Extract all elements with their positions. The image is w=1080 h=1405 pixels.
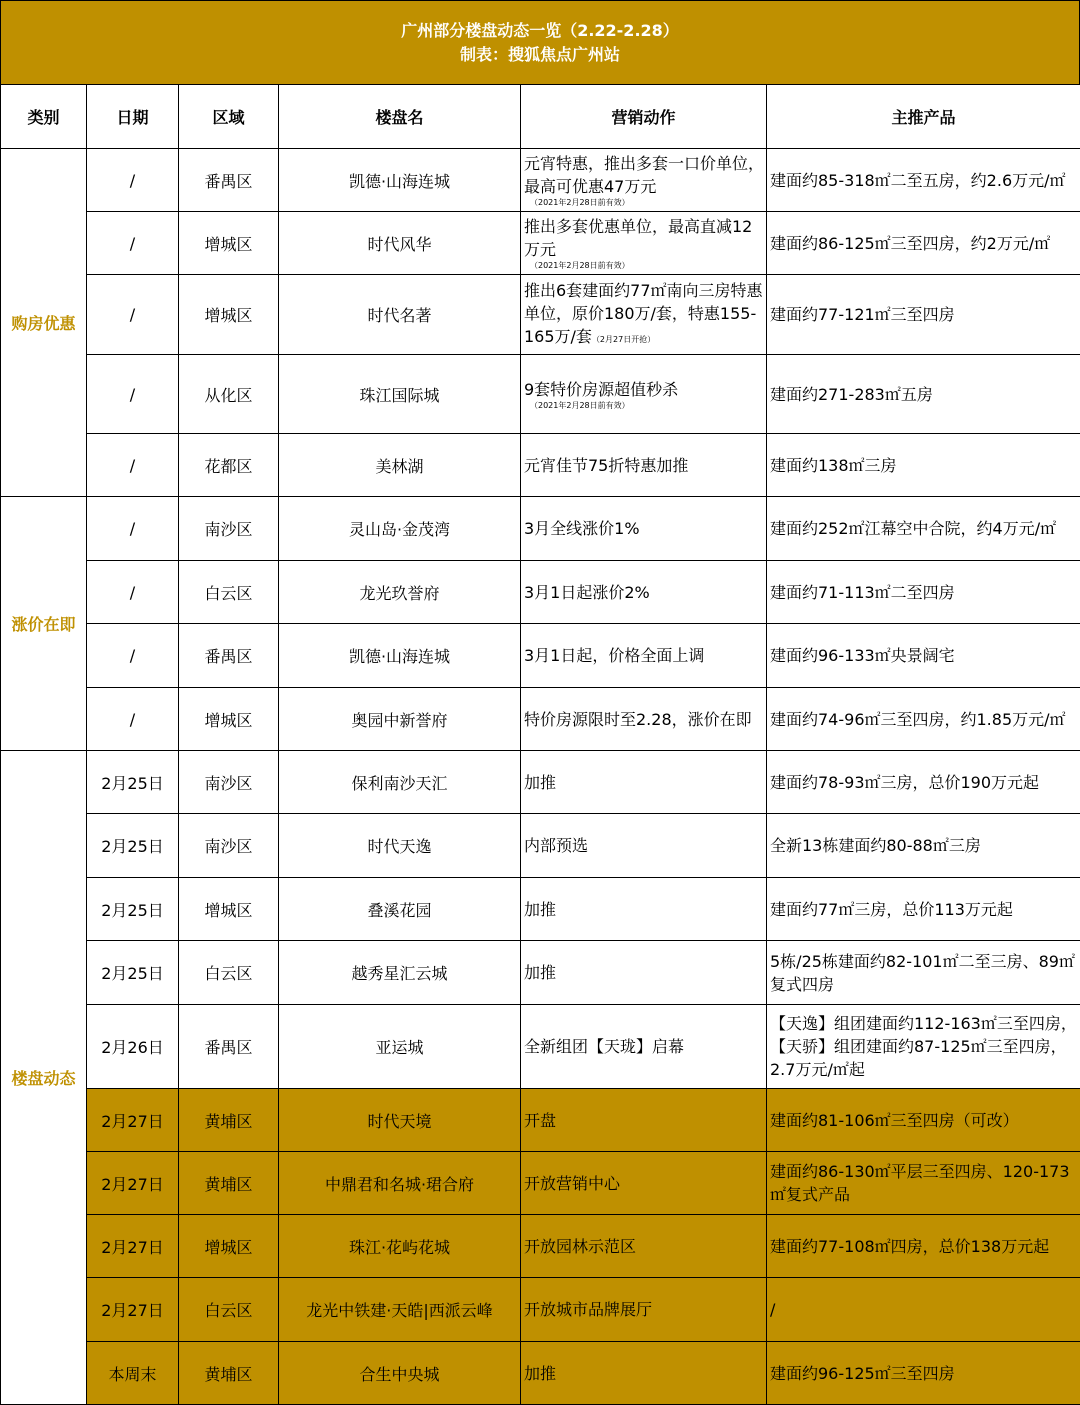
district-cell: 番禺区 xyxy=(179,149,279,212)
project-cell: 凯德·山海连城 xyxy=(279,149,521,212)
date-cell: / xyxy=(87,212,179,275)
table-row xyxy=(1,1005,1080,1089)
date-cell: 2月27日 xyxy=(87,1278,179,1342)
marketing-text: 9套特价房源超值秒杀 xyxy=(524,379,679,399)
category-cell: 涨价在即 xyxy=(1,497,87,751)
date-cell: / xyxy=(87,688,179,751)
product-cell: 建面约78-93㎡三房，总价190万元起 xyxy=(767,751,1080,814)
project-cell: 保利南沙天汇 xyxy=(279,751,521,814)
date-cell: / xyxy=(87,355,179,434)
page-title: 广州部分楼盘动态一览（2.22-2.28） xyxy=(401,21,679,40)
project-cell: 奥园中新誉府 xyxy=(279,688,521,751)
product-cell: 建面约86-130㎡平层三至四房、120-173㎡复式产品 xyxy=(767,1152,1080,1215)
date-cell: / xyxy=(87,561,179,624)
column-header: 主推产品 xyxy=(767,85,1080,149)
table-row xyxy=(1,561,1080,624)
validity-note: （2021年2月28日前有效） xyxy=(530,261,630,270)
validity-note: （2021年2月28日前有效） xyxy=(530,198,630,207)
project-cell: 时代风华 xyxy=(279,212,521,275)
date-cell: 2月25日 xyxy=(87,751,179,814)
marketing-text: 推出多套优惠单位，最高直减12万元 xyxy=(524,217,753,259)
date-cell: / xyxy=(87,149,179,212)
project-cell: 越秀星汇云城 xyxy=(279,941,521,1005)
district-cell: 增城区 xyxy=(179,878,279,941)
marketing-cell xyxy=(521,149,767,212)
product-cell: 【天逸】组团建面约112-163㎡三至四房，【天骄】组团建面约87-125㎡三至四房，2.7万元/㎡起 xyxy=(767,1005,1080,1089)
table-row xyxy=(1,941,1080,1005)
table-row xyxy=(1,814,1080,878)
date-cell: 2月25日 xyxy=(87,878,179,941)
table-row xyxy=(1,688,1080,751)
marketing-cell: 开放园林示范区 xyxy=(521,1215,767,1278)
table-row-highlighted xyxy=(1,1089,1080,1152)
table-row xyxy=(1,212,1080,275)
column-header: 楼盘名 xyxy=(279,85,521,149)
date-cell: 2月25日 xyxy=(87,941,179,1005)
table-row-highlighted xyxy=(1,1278,1080,1342)
district-cell: 白云区 xyxy=(179,1278,279,1342)
district-cell: 黄埔区 xyxy=(179,1152,279,1215)
district-cell: 从化区 xyxy=(179,355,279,434)
marketing-cell: 加推 xyxy=(521,878,767,941)
product-cell: 建面约77-108㎡四房，总价138万元起 xyxy=(767,1215,1080,1278)
district-cell: 黄埔区 xyxy=(179,1089,279,1152)
project-cell: 时代天境 xyxy=(279,1089,521,1152)
district-cell: 增城区 xyxy=(179,212,279,275)
marketing-cell: 元宵佳节75折特惠加推 xyxy=(521,434,767,497)
district-cell: 南沙区 xyxy=(179,751,279,814)
marketing-cell: 加推 xyxy=(521,941,767,1005)
table-row xyxy=(1,434,1080,497)
district-cell: 白云区 xyxy=(179,561,279,624)
project-cell: 叠溪花园 xyxy=(279,878,521,941)
date-cell: / xyxy=(87,275,179,355)
marketing-cell: 加推 xyxy=(521,751,767,814)
district-cell: 番禺区 xyxy=(179,1005,279,1089)
date-cell: 2月27日 xyxy=(87,1152,179,1215)
project-cell: 龙光玖誉府 xyxy=(279,561,521,624)
project-cell: 中鼎君和名城·珺合府 xyxy=(279,1152,521,1215)
district-cell: 增城区 xyxy=(179,275,279,355)
district-cell: 南沙区 xyxy=(179,814,279,878)
table-row xyxy=(1,149,1080,212)
marketing-cell xyxy=(521,275,767,355)
marketing-cell: 内部预选 xyxy=(521,814,767,878)
table-row-highlighted xyxy=(1,1215,1080,1278)
district-cell: 黄埔区 xyxy=(179,1342,279,1405)
category-cell: 楼盘动态 xyxy=(1,751,87,1405)
marketing-cell xyxy=(521,355,767,434)
product-cell: 建面约96-133㎡央景阔宅 xyxy=(767,624,1080,688)
date-cell: 2月26日 xyxy=(87,1005,179,1089)
product-cell: 建面约77㎡三房，总价113万元起 xyxy=(767,878,1080,941)
marketing-cell: 全新组团【天珑】启幕 xyxy=(521,1005,767,1089)
product-cell: 建面约71-113㎡二至四房 xyxy=(767,561,1080,624)
validity-note: （2月27日开抢） xyxy=(591,334,656,344)
marketing-cell: 3月1日起，价格全面上调 xyxy=(521,624,767,688)
validity-note: （2021年2月28日前有效） xyxy=(530,400,630,410)
table-row-highlighted xyxy=(1,1342,1080,1405)
product-cell: 建面约81-106㎡三至四房（可改） xyxy=(767,1089,1080,1152)
property-table xyxy=(0,84,1080,1405)
marketing-text: 推出6套建面约77㎡南向三房特惠单位，原价180万/套，特惠155-165万/套 xyxy=(524,280,763,346)
product-cell: 建面约77-121㎡三至四房 xyxy=(767,275,1080,355)
marketing-cell xyxy=(521,212,767,275)
date-cell: 2月25日 xyxy=(87,814,179,878)
product-cell: 5栋/25栋建面约82-101㎡二至三房、89㎡复式四房 xyxy=(767,941,1080,1005)
table-row xyxy=(1,878,1080,941)
project-cell: 珠江·花屿花城 xyxy=(279,1215,521,1278)
date-cell: 2月27日 xyxy=(87,1089,179,1152)
project-cell: 灵山岛·金茂湾 xyxy=(279,497,521,561)
district-cell: 番禺区 xyxy=(179,624,279,688)
header-row xyxy=(1,85,1080,149)
project-cell: 时代天逸 xyxy=(279,814,521,878)
marketing-text: 元宵特惠，推出多套一口价单位，最高可优惠47万元 xyxy=(524,154,765,196)
table-row-highlighted xyxy=(1,1152,1080,1215)
product-cell: 建面约96-125㎡三至四房 xyxy=(767,1342,1080,1405)
product-cell: 建面约85-318㎡二至五房，约2.6万元/㎡ xyxy=(767,149,1080,212)
marketing-cell: 开放城市品牌展厅 xyxy=(521,1278,767,1342)
project-cell: 美林湖 xyxy=(279,434,521,497)
date-cell: 本周末 xyxy=(87,1342,179,1405)
marketing-cell: 开盘 xyxy=(521,1089,767,1152)
table-row xyxy=(1,355,1080,434)
product-cell: 建面约74-96㎡三至四房，约1.85万元/㎡ xyxy=(767,688,1080,751)
marketing-cell: 3月1日起涨价2% xyxy=(521,561,767,624)
category-cell: 购房优惠 xyxy=(1,149,87,497)
project-cell: 合生中央城 xyxy=(279,1342,521,1405)
page-subtitle: 制表：搜狐焦点广州站 xyxy=(459,45,620,64)
project-cell: 时代名著 xyxy=(279,275,521,355)
product-cell: 建面约86-125㎡三至四房，约2万元/㎡ xyxy=(767,212,1080,275)
table-row xyxy=(1,497,1080,561)
column-header: 区域 xyxy=(179,85,279,149)
district-cell: 增城区 xyxy=(179,1215,279,1278)
project-cell: 珠江国际城 xyxy=(279,355,521,434)
title-banner xyxy=(0,0,1080,85)
column-header: 日期 xyxy=(87,85,179,149)
district-cell: 南沙区 xyxy=(179,497,279,561)
project-cell: 龙光中铁建·天皓|西派云峰 xyxy=(279,1278,521,1342)
date-cell: 2月27日 xyxy=(87,1215,179,1278)
product-cell: 建面约138㎡三房 xyxy=(767,434,1080,497)
table-row xyxy=(1,275,1080,355)
project-cell: 凯德·山海连城 xyxy=(279,624,521,688)
date-cell: / xyxy=(87,624,179,688)
project-cell: 亚运城 xyxy=(279,1005,521,1089)
column-header: 类别 xyxy=(1,85,87,149)
product-cell: 建面约252㎡江幕空中合院，约4万元/㎡ xyxy=(767,497,1080,561)
product-cell: 建面约271-283㎡五房 xyxy=(767,355,1080,434)
table-row xyxy=(1,624,1080,688)
marketing-cell: 开放营销中心 xyxy=(521,1152,767,1215)
column-header: 营销动作 xyxy=(521,85,767,149)
marketing-cell: 加推 xyxy=(521,1342,767,1405)
marketing-cell: 3月全线涨价1% xyxy=(521,497,767,561)
table-row xyxy=(1,751,1080,814)
district-cell: 增城区 xyxy=(179,688,279,751)
product-cell: 全新13栋建面约80-88㎡三房 xyxy=(767,814,1080,878)
date-cell: / xyxy=(87,497,179,561)
date-cell: / xyxy=(87,434,179,497)
marketing-cell: 特价房源限时至2.28，涨价在即 xyxy=(521,688,767,751)
district-cell: 白云区 xyxy=(179,941,279,1005)
product-cell: / xyxy=(767,1278,1080,1342)
district-cell: 花都区 xyxy=(179,434,279,497)
